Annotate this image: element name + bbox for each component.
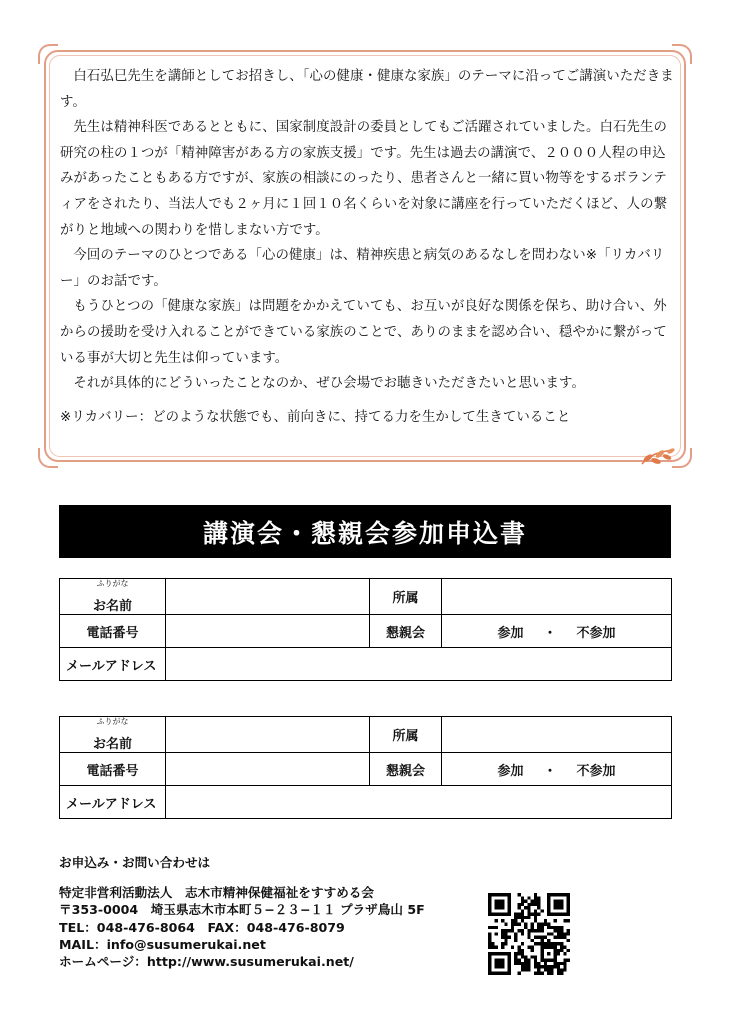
name-label-cell [60,579,166,615]
frame-corner [672,44,692,64]
frame-corner [38,448,58,468]
email-label: メールアドレス [60,648,166,681]
affiliation-label: 所属 [370,717,442,753]
contact-info [59,854,489,970]
phone-label: 電話番号 [60,615,166,648]
phone-label: 電話番号 [60,753,166,786]
affiliation-label: 所属 [370,579,442,615]
furigana-label: ふりがな [96,579,129,588]
email-address: MAIL：info@susumerukai.net [59,936,266,952]
party-label: 懇親会 [370,753,442,786]
intro-paragraph: 先生は精神科医であるとともに、国家制度設計の委員としてもご活躍されていました。白石先生の研究の柱の１つが「精神障害がある方の家族支援」です。先生は過去の講演で、２０００人程の申込みがあったこともある方ですが、家族の相談にのったり、患者さんと一緒に買い物等をするボランティアをされたり、当法人でも２ヶ月に１回１０名くらいを対象に講座を行っていただくほど、人の繋がりと地域への関わりを惜しまない方です。 [60,120,668,238]
contact-heading: お申込み・お問い合わせは [59,855,211,870]
affiliation-input-cell[interactable] [442,579,672,615]
qr-code-icon[interactable] [488,893,570,975]
party-label: 懇親会 [370,615,442,648]
leaf-ornament-icon [638,446,678,468]
intro-paragraph: 今回のテーマのひとつである「心の健康」は、精神疾患と病気のあるなしを問わない※「リカバリー」のお話です。 [60,248,665,289]
email-input-cell[interactable] [166,786,672,819]
party-options [442,615,672,648]
postal-address: 〒353-0004 埼玉県志木市本町５−２３−１１ プラザ鳥山 5F [59,902,425,918]
intro-paragraph: 白石弘巳先生を講師としてお招きし、「心の健康・健康な家族」のテーマに沿ってご講演いただきます。 [60,69,674,110]
party-options [442,753,672,786]
not-attend-option[interactable]: 不参加 [576,763,616,779]
affiliation-input-cell[interactable] [442,717,672,753]
attend-option[interactable]: 参加 [497,763,524,779]
intro-text [60,64,675,430]
email-label: メールアドレス [60,786,166,819]
frame-corner [38,44,58,64]
attend-option[interactable]: 参加 [497,625,524,641]
not-attend-option[interactable]: 不参加 [576,625,616,641]
name-label: お名前 [92,737,132,752]
application-form-2 [59,716,672,819]
organization-name: 特定非営利活動法人 志木市精神保健福祉をすすめる会 [59,885,374,901]
furigana-label: ふりがな [96,717,129,726]
name-input-cell[interactable] [166,717,370,753]
form-title: 講演会・懇親会参加申込書 [59,505,671,558]
option-separator: ・ [543,763,557,779]
name-input-cell[interactable] [166,579,370,615]
phone-input-cell[interactable] [166,753,370,786]
option-separator: ・ [543,625,557,641]
intro-paragraph: もうひとつの「健康な家族」は問題をかかえていても、お互いが良好な関係を保ち、助け合い、外からの援助を受け入れることができている家族のことで、ありのままを認め合い、穏やかに繋がっている事が大切と先生は仰っています。 [60,299,667,366]
name-label: お名前 [92,599,132,614]
phone-fax: TEL：048-476-8064 FAX：048-476-8079 [59,919,345,935]
homepage-url[interactable]: ホームページ：http://www.susumerukai.net/ [59,954,354,970]
application-form-1 [59,578,672,681]
recovery-footnote: ※リカバリー：どのような状態でも、前向きに、持てる力を生かして生きていること [60,409,571,425]
name-label-cell [60,717,166,753]
email-input-cell[interactable] [166,648,672,681]
intro-paragraph: それが具体的にどういったことなのか、ぜひ会場でお聴きいただきたいと思います。 [73,376,585,392]
phone-input-cell[interactable] [166,615,370,648]
